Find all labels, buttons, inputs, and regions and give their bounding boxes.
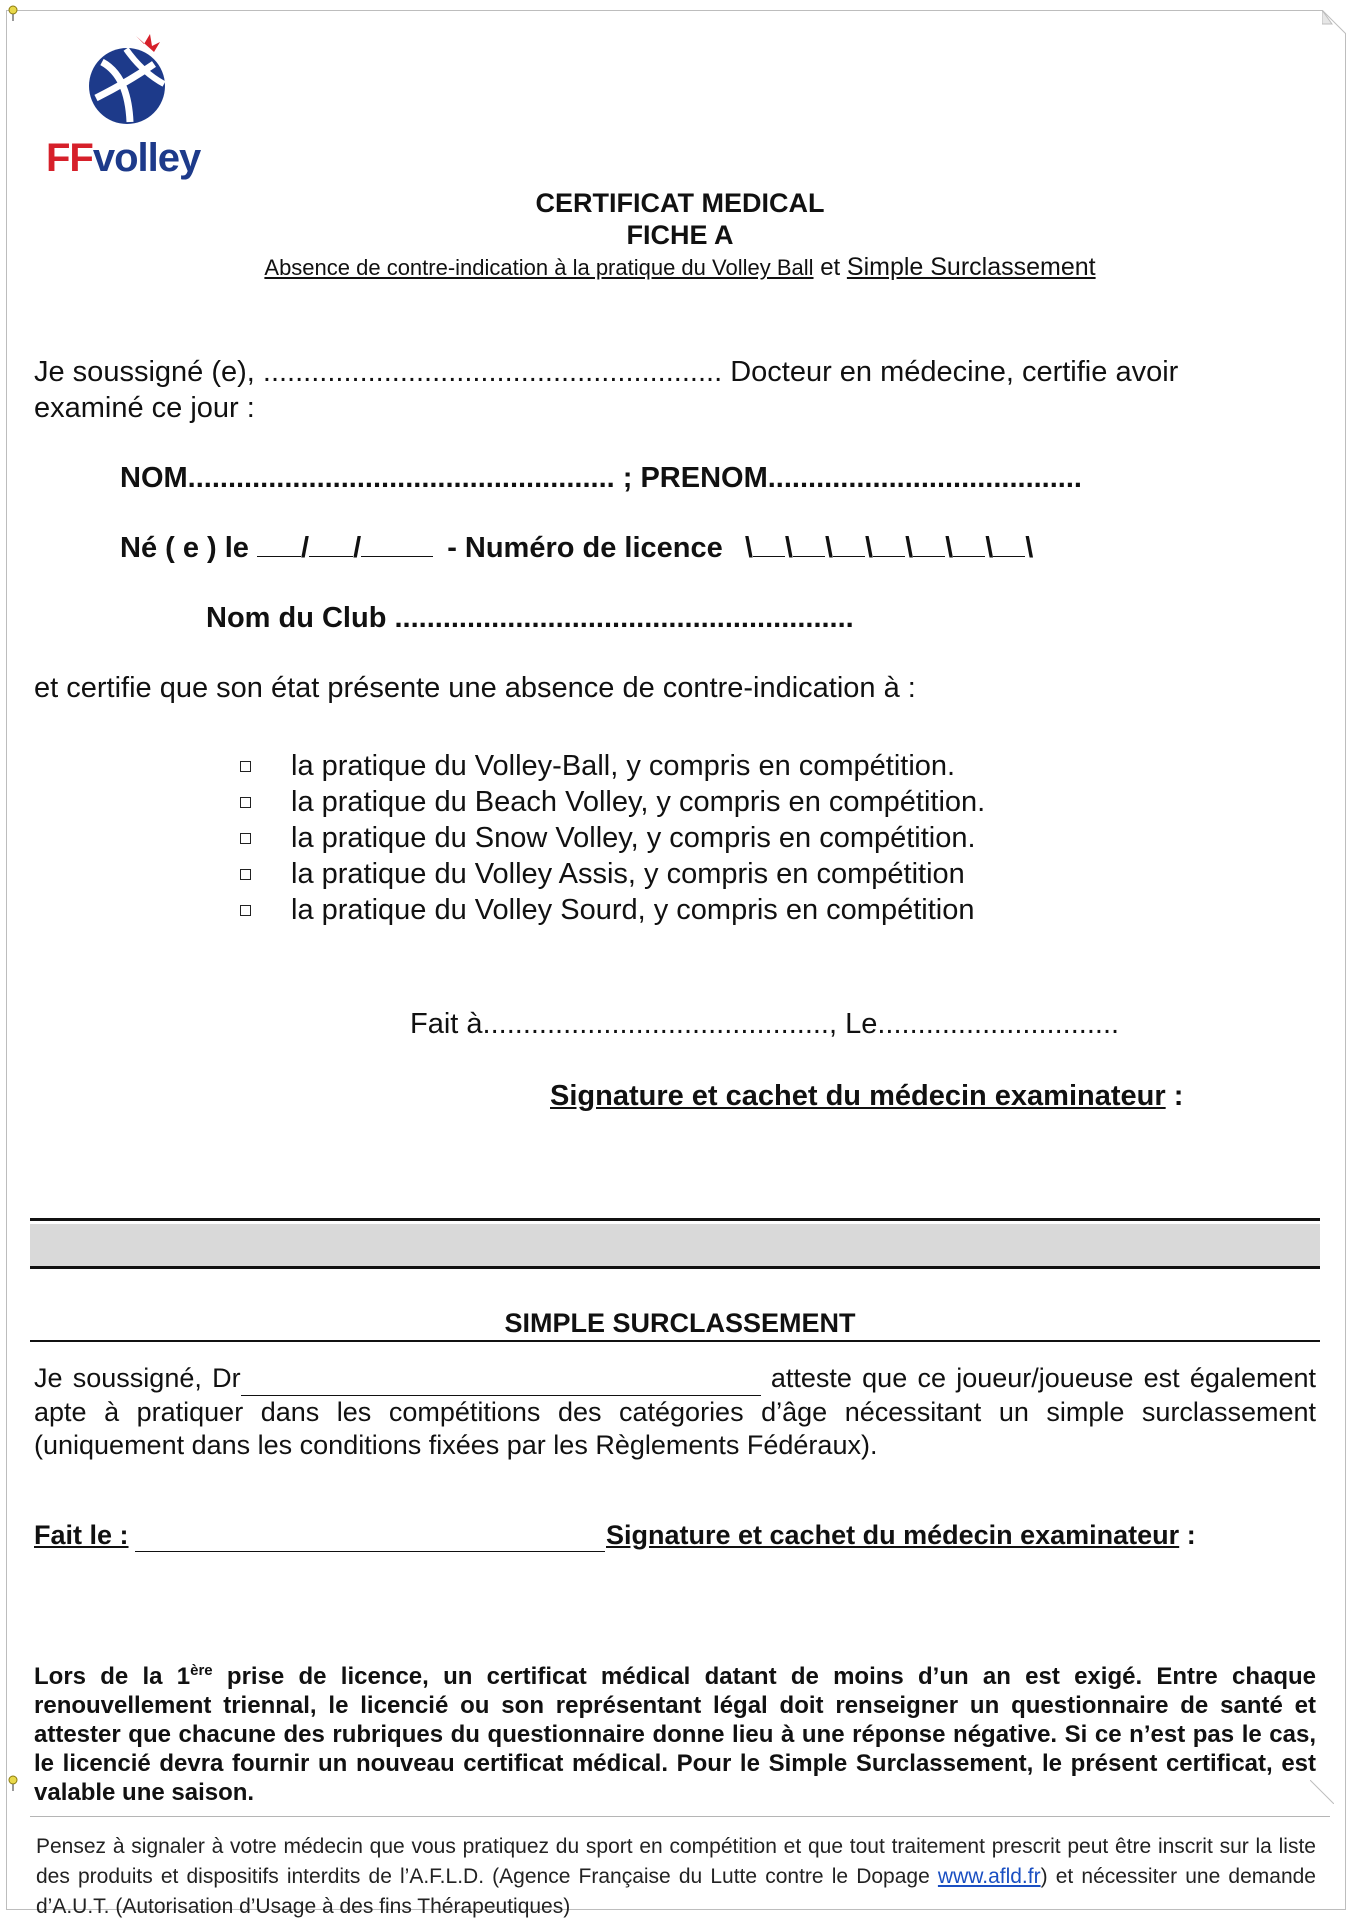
checkbox[interactable]	[240, 797, 251, 808]
certify-line: et certifie que son état présente une absence de contre-indication à :	[34, 672, 916, 704]
intro-line-2: examiné ce jour :	[34, 392, 255, 424]
divider	[30, 1266, 1320, 1269]
pushpin-icon	[6, 4, 20, 22]
list-item	[240, 820, 985, 856]
checkbox-label: la pratique du Snow Volley, y compris en compétition.	[291, 821, 976, 854]
checkbox[interactable]	[240, 869, 251, 880]
checkbox[interactable]	[240, 905, 251, 916]
fait-a-field[interactable]: Fait à..........................................., Le..............................	[410, 1008, 1120, 1040]
ffvolley-logo	[46, 32, 206, 182]
divider	[30, 1218, 1320, 1221]
brand-ff: FF	[46, 136, 93, 180]
list-item	[240, 856, 985, 892]
ffvolley-wordmark	[46, 136, 200, 181]
list-item	[240, 784, 985, 820]
checkbox[interactable]	[240, 761, 251, 772]
afld-link[interactable]: www.afld.fr	[937, 1865, 1041, 1888]
birth-licence-row	[120, 532, 1033, 565]
club-name-field[interactable]: Nom du Club .........................................................	[206, 602, 854, 634]
checkbox-label: la pratique du Volley-Ball, y compris en compétition.	[291, 749, 956, 782]
intro-line-1: Je soussigné (e), ......................................................... Docteur en médecine, certifie avoir	[34, 356, 1179, 388]
list-item	[240, 892, 985, 928]
subtitle-joiner: et	[820, 254, 841, 281]
birth-year-field[interactable]	[361, 556, 433, 557]
volleyball-rooster-icon	[82, 32, 172, 133]
section-title: SIMPLE SURCLASSEMENT	[504, 1308, 856, 1338]
birth-sep: /	[301, 532, 310, 564]
licence-notice: Lors de la 1ère prise de licence, un certificat médical datant de moins d’un an est exigé. Entre chaque renouvellement triennal, le licencié ou son représentant légal doit renseigner un questionnaire de santé et attester que chacune des rubriques du questionnaire donne lieu à une réponse négative. Si ce n’est pas le cas, le licencié devra fournir un nouveau certificat médical. Pour le Simple Surclassement, le présent certificat, est valable une saison.	[34, 1662, 1316, 1806]
activity-checklist	[240, 748, 985, 928]
checkbox-label: la pratique du Volley Sourd, y compris en compétition	[291, 893, 975, 926]
birth-month-field[interactable]	[309, 556, 353, 557]
licence-number-field[interactable]: \ \ \ \ \ \ \ \	[744, 532, 1034, 564]
pushpin-icon	[6, 1774, 20, 1792]
page-title: CERTIFICAT MEDICAL	[535, 188, 825, 218]
page-subtitle-fiche: FICHE A	[626, 220, 734, 250]
page-corner-fold-icon	[1322, 10, 1346, 34]
checkbox-label: la pratique du Volley Assis, y compris en compétition	[291, 857, 965, 890]
document-subtitle	[0, 253, 1360, 282]
nom-prenom-field[interactable]: NOM..................................................... ; PRENOM.......................................	[120, 462, 1082, 494]
subtitle-part2: Simple Surclassement	[846, 253, 1096, 281]
signature-label-2: Signature et cachet du médecin examinateur :	[606, 1520, 1196, 1550]
signature-label: Signature et cachet du médecin examinateur :	[550, 1080, 1184, 1112]
doctor-name-field[interactable]	[241, 1362, 761, 1396]
footer-divider	[30, 1816, 1330, 1817]
list-item	[240, 748, 985, 784]
birth-day-field[interactable]	[257, 556, 301, 557]
page-border	[6, 10, 1346, 1910]
fait-le-field[interactable]: Fait le :	[34, 1520, 605, 1552]
footer-note: Pensez à signaler à votre médecin que vous pratiquez du sport en compétition et que tout traitement prescrit peut être inscrit sur la liste des produits et dispositifs interdits de l’A.F.L.D. (Agence Française du Lutte contre le Dopage www.afld.fr) et nécessiter une demande d’A.U.T. (Autorisation d’Usage à des fins Thérapeutiques)	[36, 1835, 1316, 1918]
checkbox[interactable]	[240, 833, 251, 844]
brand-volley: volley	[92, 136, 201, 180]
checkbox-label: la pratique du Beach Volley, y compris en compétition.	[291, 785, 986, 818]
surclassement-paragraph: Je soussigné, Dr atteste que ce joueur/joueuse est également apte à pratiquer dans les compétitions des catégories d’âge nécessitant un simple surclassement (uniquement dans les conditions fixées par les Règlements Fédéraux).	[34, 1363, 1316, 1460]
born-label: Né ( e ) le	[120, 532, 249, 564]
gray-separator-band	[30, 1224, 1320, 1266]
licence-label: - Numéro de licence	[447, 532, 723, 564]
birth-sep: /	[353, 532, 362, 564]
subtitle-part1: Absence de contre-indication à la pratique du Volley Ball	[264, 255, 814, 280]
divider	[30, 1340, 1320, 1342]
